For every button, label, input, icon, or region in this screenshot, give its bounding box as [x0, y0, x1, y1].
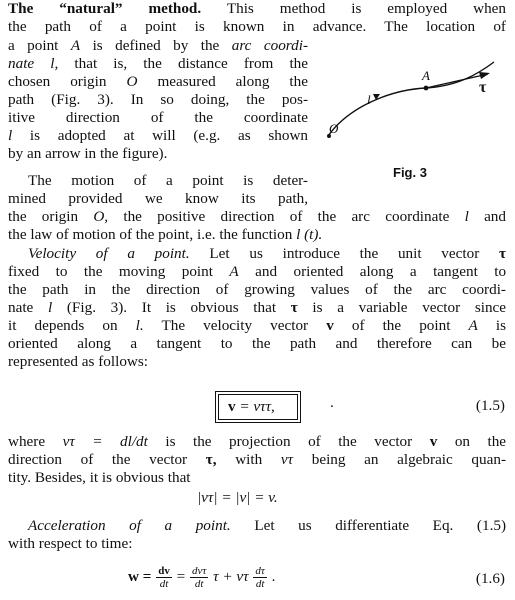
denominator: dt	[194, 578, 204, 591]
para1-line8	[8, 127, 308, 145]
numerator: dv	[158, 565, 170, 578]
text: is	[495, 317, 507, 334]
text: chosen origin	[8, 73, 107, 90]
para3-line4	[8, 299, 506, 317]
eq-lhs: v	[228, 398, 236, 415]
subheading-velocity: Velocity of a point.	[28, 245, 190, 262]
fraction-dv-dt	[156, 565, 172, 590]
text: on the	[454, 433, 507, 450]
symbol-A: A	[468, 317, 478, 334]
text: the law of motion of the point, i.e. the function	[8, 226, 293, 243]
eq-rhs: = vττ,	[239, 398, 275, 415]
numerator: dτ	[255, 565, 265, 578]
para4-line3: tity. Besides, it is obvious that	[8, 469, 191, 486]
term-arc-coordinate: nate l,	[8, 55, 59, 72]
text: that is, the distance from the	[74, 55, 309, 72]
para1-line1	[8, 0, 506, 18]
para5-line1	[28, 517, 506, 535]
denominator: dt	[255, 578, 265, 591]
para2-line4	[8, 226, 322, 244]
text: and oriented along a tangent to	[255, 263, 507, 280]
equation-1-5-box	[215, 391, 301, 423]
text: This method is employed when	[226, 0, 506, 17]
text: is defined by the	[92, 37, 220, 54]
text: where	[8, 433, 46, 450]
text: fixed to the moving point	[8, 263, 213, 280]
symbol-tau: τ	[290, 299, 298, 316]
para3-line5	[8, 317, 506, 335]
period: .	[271, 568, 276, 585]
eq-lhs: w =	[128, 568, 152, 585]
equation-1-6-formula	[128, 565, 275, 590]
text: is adopted at will (e.g. as shown	[29, 127, 309, 144]
text: the origin	[8, 208, 79, 225]
denominator: dt	[159, 578, 169, 591]
symbol-O: O,	[93, 208, 109, 225]
tangent-arrowhead	[479, 72, 490, 79]
term-arc-coordinate: arc coordi-	[231, 37, 308, 54]
symbol-v-tau: vτ	[280, 451, 294, 468]
text: Let us introduce the unit vector	[209, 245, 480, 262]
symbol-l: l.	[135, 317, 144, 334]
figure-caption: Fig. 3	[393, 165, 427, 180]
equation-1-5-dot: .	[330, 394, 334, 411]
text: measured along the	[157, 73, 308, 90]
para3-line6: oriented along a tangent to the path and therefore can be	[8, 335, 506, 352]
symbol-O: O	[126, 73, 138, 90]
equation-1-5-formula	[228, 398, 275, 416]
figure-label-tau: τ	[479, 79, 487, 96]
numerator: dvτ	[192, 565, 207, 578]
para1-line4	[8, 55, 308, 73]
figure-3-path-diagram	[318, 60, 508, 180]
text: direction of the vector	[8, 451, 188, 468]
figure-label-l: l	[367, 92, 371, 107]
para5-line2: with respect to time:	[8, 535, 133, 552]
text: it depends on	[8, 317, 118, 334]
text: a point	[8, 37, 59, 54]
symbol-A: A	[70, 37, 81, 54]
symbol-l: l	[8, 127, 13, 144]
fraction-dvtau-dt	[190, 565, 208, 590]
para1-line7: itive direction of the coordinate	[8, 109, 308, 126]
equation-1-5-number: (1.5)	[475, 397, 505, 414]
text: (Fig. 3). It is obvious that	[66, 299, 277, 316]
symbol-tau: τ	[499, 245, 507, 262]
subheading-acceleration: Acceleration of a point.	[28, 517, 231, 534]
para3-line1	[28, 245, 506, 263]
middle-term: τ + vτ	[213, 568, 249, 585]
para2-line3	[8, 208, 506, 226]
text: The velocity vector	[161, 317, 309, 334]
para1-line2: the path of a point is known in advance. The location of	[8, 18, 506, 35]
para2-line1: The motion of a point is deter-	[28, 172, 308, 189]
text: of the point	[351, 317, 451, 334]
text: and	[484, 208, 506, 225]
figure-label-O: O	[329, 121, 339, 136]
symbol-l: l	[464, 208, 469, 225]
velocity-projection-def: vτ = dl/dt	[62, 433, 148, 450]
para3-line7: represented as follows:	[8, 353, 149, 370]
para1-line6: path (Fig. 3). In so doing, the pos-	[8, 91, 308, 108]
symbol-v: v	[326, 317, 334, 334]
section-heading-natural-method: The “natural” method.	[8, 0, 202, 17]
text: the positive direction of the arc coordinate	[123, 208, 450, 225]
symbol-tau: τ,	[205, 451, 217, 468]
text: nate	[8, 299, 34, 316]
function-l-of-t: l (t).	[296, 226, 323, 243]
text: being an algebraic quan-	[311, 451, 506, 468]
para1-line5	[8, 73, 308, 91]
para1-line3	[8, 37, 308, 55]
para4-line1	[8, 433, 506, 451]
text: with	[235, 451, 263, 468]
para3-line3: the path in the direction of growing values of the arc coordi-	[8, 281, 506, 298]
equals-sign: =	[176, 568, 186, 585]
symbol-v: v	[429, 433, 438, 450]
text: is the projection of the vector	[165, 433, 413, 450]
symbol-l: l	[47, 299, 53, 316]
para3-line2	[8, 263, 506, 281]
magnitude-equation: |vτ| = |v| = v.	[197, 489, 278, 506]
equation-1-6-number: (1.6)	[475, 570, 505, 587]
text: Let us differentiate Eq. (1.5)	[254, 517, 507, 534]
para1-line9: by an arrow in the figure).	[8, 145, 168, 162]
para2-line2: mined provided we know its path,	[8, 190, 308, 207]
text: is a variable vector since	[312, 299, 507, 316]
fraction-dtau-dt	[253, 565, 266, 590]
para4-line2	[8, 451, 506, 469]
symbol-A: A	[229, 263, 239, 280]
figure-label-A: A	[422, 68, 430, 83]
path-curve	[328, 62, 494, 136]
